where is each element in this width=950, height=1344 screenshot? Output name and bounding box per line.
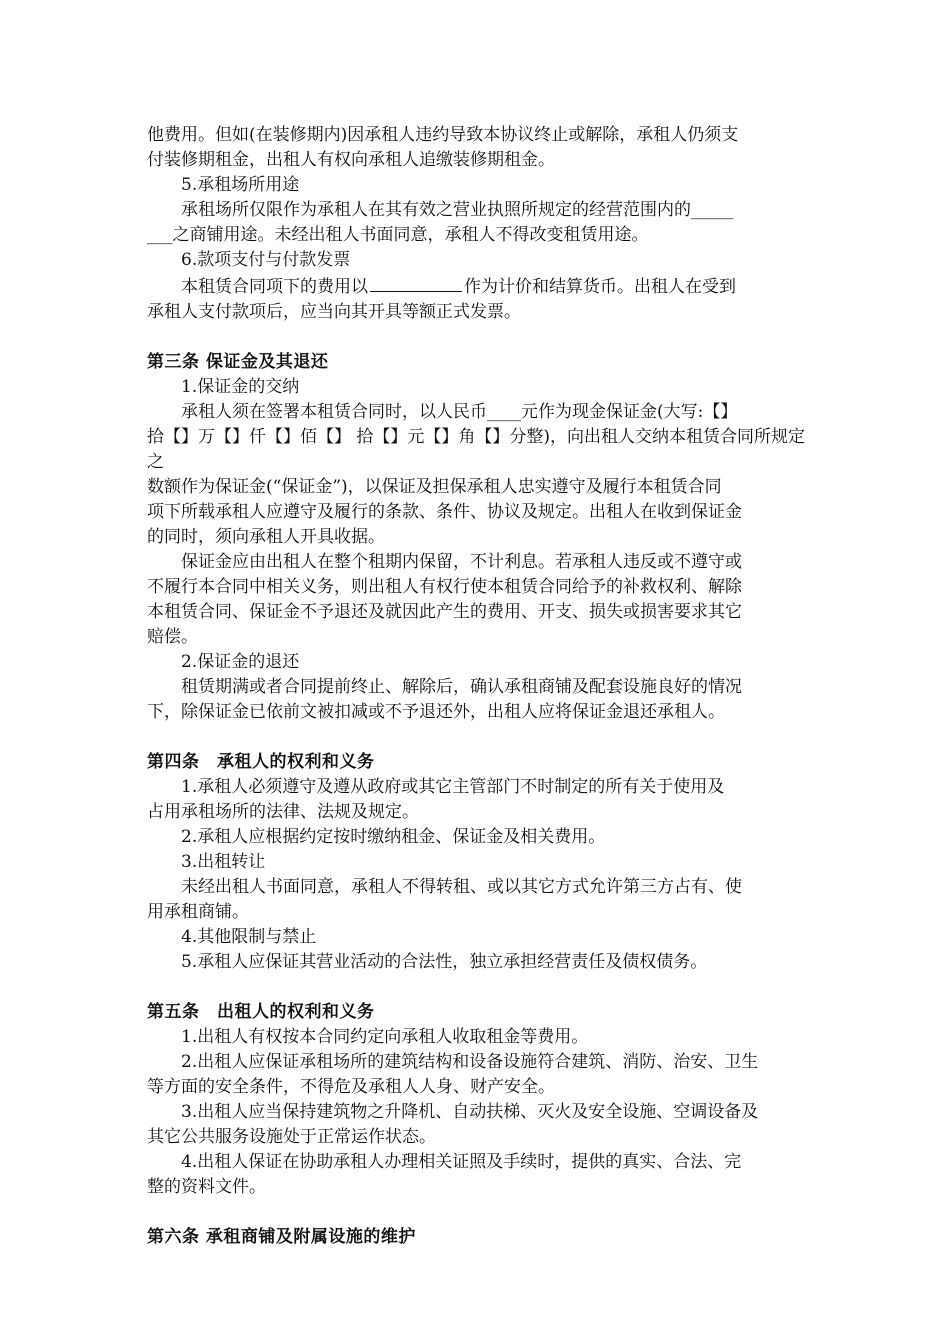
- paragraph-line: 赔偿。: [147, 627, 198, 647]
- paragraph-line: 5.承租人应保证其营业活动的合法性，独立承担经营责任及债权债务。: [181, 952, 708, 972]
- clause-title: 1.保证金的交纳: [181, 377, 300, 397]
- paragraph-line: 承租人须在签署本租赁合同时，以人民币____元作为现金保证金(大写:【】: [181, 402, 738, 422]
- paragraph-line: 4.出租人保证在协助承租人办理相关证照及手续时，提供的真实、合法、完: [181, 1152, 742, 1172]
- paragraph-line: 承租场所仅限作为承租人在其有效之营业执照所规定的经营范围内的_____: [181, 200, 734, 220]
- paragraph-line: ___之商铺用途。未经出租人书面同意，承租人不得改变租赁用途。: [147, 225, 649, 245]
- clause-title: 5.承租场所用途: [181, 175, 300, 195]
- section-heading: 第六条 承租商铺及附属设施的维护: [147, 1227, 416, 1247]
- paragraph-line: 3.出租人应当保持建筑物之升降机、自动扶梯、灭火及安全设施、空调设备及: [181, 1102, 759, 1122]
- section-heading: 第五条 出租人的权利和义务: [147, 1002, 375, 1022]
- paragraph-line: 不履行本合同中相关义务，则出租人有权行使本租赁合同给予的补救权利、解除: [147, 577, 742, 597]
- paragraph-line: 的同时，须向承租人开具收据。: [147, 527, 385, 547]
- paragraph-line: 2.承租人应根据约定按时缴纳租金、保证金及相关费用。: [181, 827, 606, 847]
- document-body: [147, 123, 807, 1250]
- paragraph-line: 付装修期租金，出租人有权向承租人追缴装修期租金。: [147, 150, 555, 170]
- paragraph-line: 承租人支付款项后，应当向其开具等额正式发票。: [147, 302, 521, 322]
- paragraph-line: 未经出租人书面同意，承租人不得转租、或以其它方式允许第三方占有、使: [181, 877, 742, 897]
- paragraph-line: 2.出租人应保证承租场所的建筑结构和设备设施符合建筑、消防、治安、卫生: [181, 1052, 759, 1072]
- clause-title: 2.保证金的退还: [181, 652, 300, 672]
- text-run: 本租赁合同项下的费用以: [181, 277, 368, 297]
- paragraph-line: 他费用。但如(在装修期内)因承租人违约导致本协议终止或解除，承租人仍须支: [147, 125, 739, 145]
- paragraph-line: 整的资料文件。: [147, 1177, 266, 1197]
- paragraph-line: 项下所载承租人应遵守及履行的条款、条件、协议及规定。出租人在收到保证金: [147, 502, 742, 522]
- paragraph-line: 本租赁合同、保证金不予退还及就因此产生的费用、开支、损失或损害要求其它: [147, 602, 742, 622]
- paragraph-line: 下，除保证金已依前文被扣减或不予退还外，出租人应将保证金退还承租人。: [147, 702, 725, 722]
- clause-title: 6.款项支付与付款发票: [181, 250, 351, 270]
- clause-title: 3.出租转让: [181, 852, 266, 872]
- paragraph-line: 数额作为保证金(“保证金”)，以保证及担保承租人忠实遵守及履行本租赁合同: [147, 477, 722, 497]
- paragraph-line: 1.出租人有权按本合同约定向承租人收取租金等费用。: [181, 1027, 589, 1047]
- text-run: 作为计价和结算货币。出租人在受到: [464, 277, 736, 297]
- paragraph-line: 其它公共服务设施处于正常运作状态。: [147, 1127, 436, 1147]
- clause-title: 4.其他限制与禁止: [181, 927, 317, 947]
- paragraph-line: 占用承租场所的法律、法规及规定。: [147, 802, 419, 822]
- section-heading: 第三条 保证金及其退还: [147, 352, 329, 372]
- paragraph-line: 用承租商铺。: [147, 902, 249, 922]
- paragraph-line: 保证金应由出租人在整个租期内保留，不计利息。若承租人违反或不遵守或: [181, 552, 742, 572]
- paragraph-line: 租赁期满或者合同提前终止、解除后，确认承租商铺及配套设施良好的情况: [181, 677, 742, 697]
- paragraph-line: 1.承租人必须遵守及遵从政府或其它主管部门不时制定的所有关于使用及: [181, 777, 725, 797]
- section-heading: 第四条 承租人的权利和义务: [147, 752, 375, 772]
- blank-underline: [370, 273, 462, 292]
- paragraph-line: 拾【】万【】仟【】佰【】 拾【】元【】角【】分整)，向出租人交纳本租赁合同所规定之: [147, 427, 806, 472]
- paragraph-line: 等方面的安全条件，不得危及承租人人身、财产安全。: [147, 1077, 555, 1097]
- paragraph-line: [147, 273, 807, 300]
